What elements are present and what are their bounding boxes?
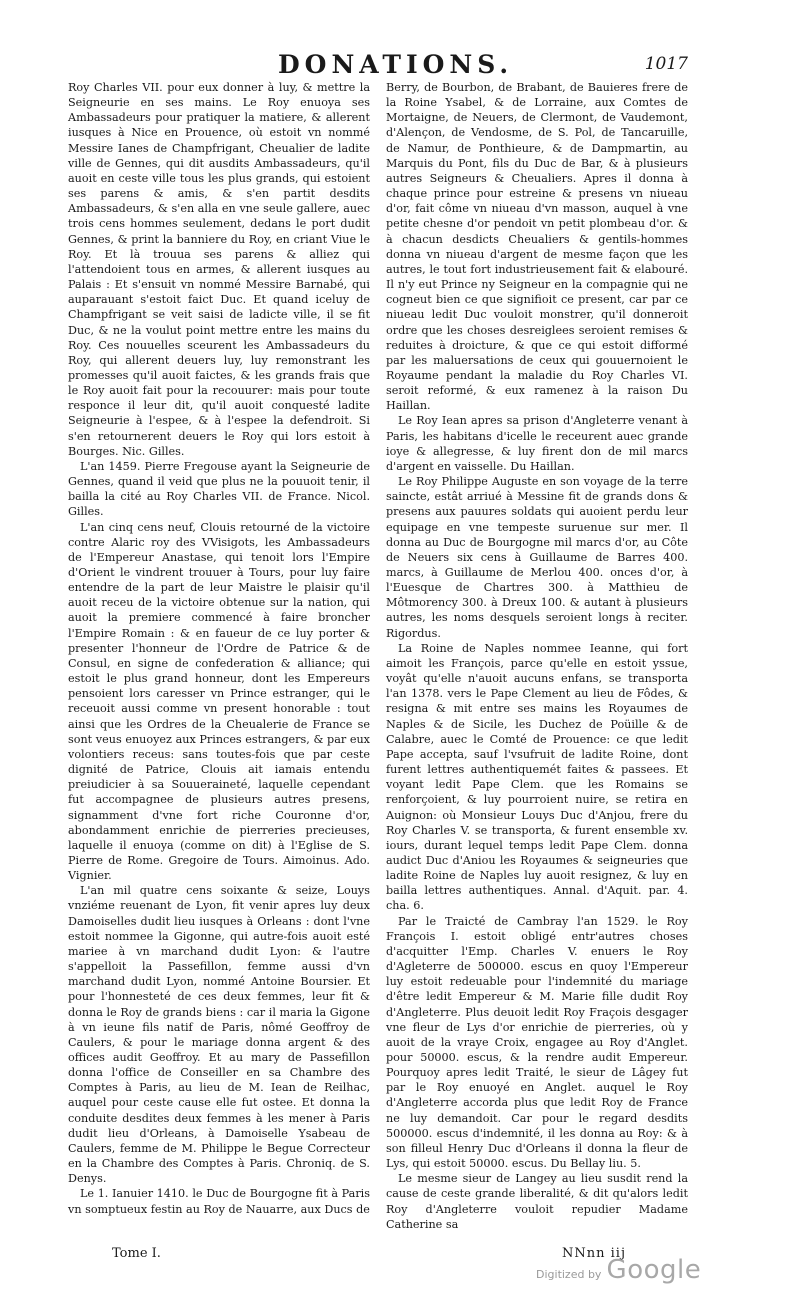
page-title: DONATIONS.: [278, 50, 514, 79]
book-page: [68, 50, 688, 1261]
paragraph: Roy Charles VII. pour eux donner à luy, & mettre la Seigneurie en ses mains. Le Roy enuoya ses Ambassadeurs pour pratiquer la matiere, & allerent iusques à Nice en Prouence, où estoit vn nommé Messire Ianes de Champfrigant, Cheualier de ladite ville de Gennes, qui dit ausdits Ambassadeurs, qu'il auoit en ceste ville tous les plus grands, qui estoient ses parens & amis, & s'en partit desdits Ambassadeurs, & s'en alla en vne seule gallere, auec trois cens hommes seulement, dedans le port dudit Gennes, & print la banniere du Roy, en criant Viue le Roy. Et là trouua ses parens & alliez qui l'attendoient tous en armes, & allerent iusques au Palais : Et s'ensuit vn nommé Messire Barnabé, qui auparauant s'estoit faict Duc. Et quand iceluy de Champfrigant se veit saisi de ladicte ville, il se fit Duc, & ne la voulut point mettre entre les mains du Roy. Ces nouuelles sceurent les Ambassadeurs du Roy, qui allerent deuers luy, luy remonstrant les promesses qu'il auoit faictes, & les grands frais que le Roy auoit fait pour la recouurer: mais pour toute responce il leur dit, qu'il auoit conquesté ladite Seigneurie à l'espee, & à l'espee la defendroit. Si s'en retournerent deuers le Roy qui lors estoit à Bourges. Nic. Gilles.: [68, 81, 370, 458]
page-number: 1017: [644, 54, 688, 74]
paragraph: L'an cinq cens neuf, Clouis retourné de la victoire contre Alaric roy des VVisigots, les Ambassadeurs de l'Empereur Anastase, qui tenoit lors l'Empire d'Orient le vindrent trouuer à Tours, pour luy faire entendre de la part de leur Maistre le plaisir qu'il auoit receu de la victoire obtenue sur la nation, qui auoit la premiere commencé à faire broncher l'Empire Romain : & en faueur de ce luy porter & presenter l'honneur de l'Ordre de Patrice & de Consul, en signe de confederation & alliance; qui estoit le plus grand honneur, dont les Empereurs pensoient lors caresser vn Prince estranger, qui le receuoit aussi comme vn present honorable : tout ainsi que les Ordres de la Cheualerie de France se sont veus enuoyez aux Princes estrangers, & par eux volontiers receus: sans toutes-fois que par ceste dignité de Patrice, Clouis ait iamais entendu preiudicier à sa Souueraineté, laquelle cependant fut accompagnee de plusieurs autres presens, signamment d'vne fort riche Couronne d'or, abondamment enrichie de pierreries precieuses, laquelle il enuoya (comme on dit) à l'Eglise de S. Pierre de Rome. Gregoire de Tours. Aimoinus. Ado. Vignier.: [68, 520, 370, 883]
paragraph: Berry, de Bourbon, de Brabant, de Bauieres frere de la Roine Ysabel, & de Lorraine, aux Comtes de Mortaigne, de Neuers, de Clermont, de Vaudemont, d'Alençon, de Vendosme, de S. Pol, de Tancaruille, de Namur, de Ponthieure, & de Dampmartin, au Marquis du Pont, fils du Duc de Bar, & à plusieurs autres Seigneurs & Cheualiers. Apres il donna à chaque prince pour estreine & presens vn niueau d'or, fait côme vn niueau d'vn masson, auquel à vne petite chesne d'or pendoit vn petit plombeau d'or. & à chacun desdicts Cheualiers & gentils-hommes donna vn niueau d'argent de mesme façon que les autres, le tout fort industrieusement fait & elabouré. Il n'y eut Prince ny Seigneur en la compagnie qui ne cogneut bien ce que signifioit ce present, car par ce niueau ledit Duc vouloit monstrer, qu'il donneroit ordre que les choses desreiglees seroient remises & reduites à droicture, & que ce qui estoit difformé par les maluersations de ceux qui gouuernoient le Royaume pendant la maladie du Roy Charles VI. seroit reformé, & eux ramenez à la raison Du Haillan.: [386, 81, 688, 413]
paragraph: Par le Traicté de Cambray l'an 1529. le Roy François I. estoit obligé entr'autres choses d'acquitter l'Emp. Charles V. enuers le Roy d'Agleterre de 500000. escus en quoy l'Empereur luy estoit redeuable pour l'indemnité du mariage d'être ledit Empereur & M. Marie fille dudit Roy d'Angleterre. Plus deuoit ledit Roy Fraçois desgager vne fleur de Lys d'or enrichie de pierreries, où y auoit de la vraye Croix, engagee au Roy d'Anglet. pour 50000. escus, & la rendre audit Empereur. Pourquoy apres ledit Traité, le sieur de Lâgey fut par le Roy enuoyé en Anglet. auquel le Roy d'Angleterre accorda plus que ledit Roy de France ne luy demandoit. Car pour le regard desdits 500000. escus d'indemnité, il les donna au Roy: & à son filleul Henry Duc d'Orleans il donna la fleur de Lys, qui estoit 50000. escus. Du Bellay liu. 5.: [386, 914, 688, 1171]
paragraph: L'an 1459. Pierre Fregouse ayant la Seigneurie de Gennes, quand il veid que plus ne la pouuoit tenir, il bailla la cité au Roy Charles VII. de France. Nicol. Gilles.: [68, 459, 370, 519]
paragraph: Le Roy Iean apres sa prison d'Angleterre venant à Paris, les habitans d'icelle le receurent auec grande ioye & allegresse, & luy firent don de mil marcs d'argent en vaisselle. Du Haillan.: [386, 414, 688, 473]
paragraph: La Roine de Naples nommee Ieanne, qui fort aimoit les François, parce qu'elle en estoit yssue, voyât qu'elle n'auoit aucuns enfans, se transporta l'an 1378. vers le Pape Clement au lieu de Fôdes, & resigna & mit entre ses mains les Royaumes de Naples & de Sicile, les Duchez de Poüille & de Calabre, auec le Comté de Prouence: ce que ledit Pape accepta, sauf l'vsufruit de ladite Roine, dont furent lettres authentiquemét faites & passees. Et voyant ledit Pape Clem. que les Romains se renforçoient, & luy pourroient nuire, se retira en Auignon: où Monsieur Louys Duc d'Anjou, frere du Roy Charles V. se transporta, & furent ensemble xv. iours, durant lequel temps ledit Pape Clem. donna audict Duc d'Aniou les Royaumes & seigneuries que ladite Roine de Naples luy auoit resignez, & luy en bailla lettres authentiques. Annal. d'Aquit. par. 4. cha. 6.: [386, 641, 688, 913]
volume-label: Tome I.: [112, 1246, 161, 1261]
paragraph: Le Roy Philippe Auguste en son voyage de la terre saincte, estât arriué à Messine fit de grands dons & presens aux pauures soldats qui auoient perdu leur equipage en vne tempeste suruenue sur mer. Il donna au Duc de Bourgogne mil marcs d'or, au Côte de Neuers six cens à Guillaume de Barres 400. marcs, à Guillaume de Merlou 400. onces d'or, à l'Euesque de Chartres 300. à Matthieu de Môtmorency 300. à Dreux 100. & autant à plusieurs autres, les noms desquels seroient longs à reciter. Rigordus.: [386, 475, 688, 640]
left-text-column: [68, 80, 370, 1217]
digitized-by-text: Digitized by: [536, 1268, 602, 1281]
paragraph: L'an mil quatre cens soixante & seize, Louys vnziéme reuenant de Lyon, fit venir apres luy deux Damoiselles dudit lieu iusques à Orleans : dont l'vne estoit nommee la Gigonne, qui autre-fois auoit esté mariee à vn marchand dudit Lyon: & l'autre s'appelloit la Passefillon, femme aussi d'vn marchand dudit Lyon, nommé Antoine Boursier. Et pour l'honnesteté de ces deux femmes, leur fit & donna le Roy de grands biens : car il maria la Gigone à vn ieune fils natif de Paris, nômé Geoffroy de Caulers, & pour le mariage donna argent & des offices audit Geoffroy. Et au mary de Passefillon donna l'office de Conseiller en sa Chambre des Comptes à Paris, au lieu de M. Iean de Reilhac, auquel pour ceste cause elle fut ostee. Et donna la conduite desdites deux femmes à les mener à Paris dudit lieu d'Orleans, à Damoiselle Ysabeau de Caulers, femme de M. Philippe le Begue Correcteur en la Chambre des Comptes à Paris. Chroniq. de S. Denys.: [68, 884, 370, 1186]
right-text-column: [386, 80, 688, 1232]
paragraph: Le 1. Ianuier 1410. le Duc de Bourgogne fit à Paris vn somptueux festin au Roy de Nauarre, aux Ducs de: [68, 1187, 370, 1216]
signature-mark: NNnn iij: [562, 1246, 626, 1261]
digitized-by-google-watermark: [536, 1255, 701, 1285]
paragraph: Le mesme sieur de Langey au lieu susdit rend la cause de ceste grande liberalité, & dit qu'alors ledit Roy d'Angleterre vouloit repudier Madame Catherine sa: [386, 1172, 688, 1231]
google-logo: Google: [606, 1255, 702, 1285]
running-header: [68, 52, 688, 82]
